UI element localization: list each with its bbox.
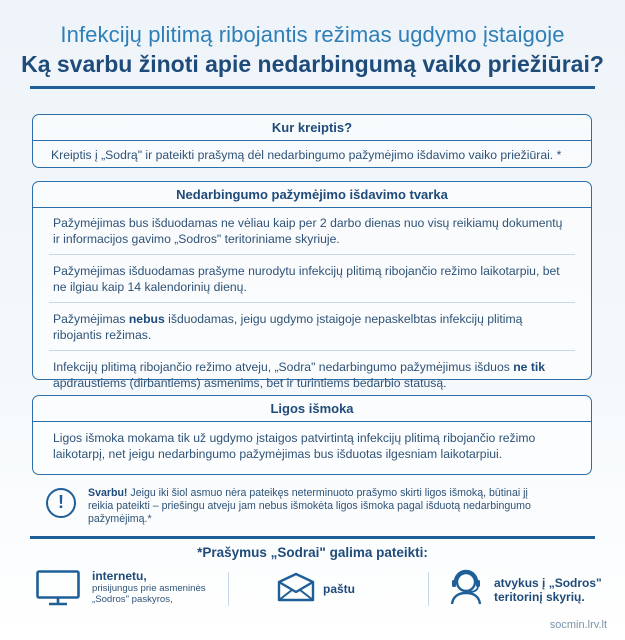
procedure-paragraph-3 [33,303,591,343]
title-line-1: Infekcijų plitimą ribojantis režimas ugdymo įstaigoje [60,22,565,47]
where-to-apply-text: Kreiptis į „Sodrą" ir pateikti prašymą dėl nedarbingumo pažymėjimo išdavimo vaiko priežiūrai. * [51,148,562,162]
online-sub-1: prisijungus prie asmeninės [92,583,206,594]
mail-label: paštu [323,582,356,596]
p4-text-b: apdraustiems (dirbantiems) asmenims, bet ir turintiems bedarbio statusą. [53,376,447,390]
title-divider [30,86,595,89]
title-line-2: Ką svarbu žinoti apie nedarbingumą vaiko priežiūrai? [21,51,604,77]
computer-monitor-icon [36,570,80,606]
customer-service-icon [449,568,483,606]
procedure-box [32,181,592,390]
online-label: internetu, [92,569,147,583]
footer-url: socmin.lrv.lt [549,619,607,631]
option-separator-2 [428,572,429,606]
submit-methods-title: *Prašymus „Sodrai" galima pateikti: [197,545,428,560]
visit-label-2: teritorinį skyrių. [494,590,585,604]
benefit-text: Ligos išmoka mokama tik už ugdymo įstaigos patvirtintą infekcijų plitimą ribojančio režimo laikotarpį, net jeigu nedarbingumo pažymėjimas bus išduotas ilgesniam laikotarpiui. [53,431,536,461]
p4-bold: ne tik [513,360,546,374]
procedure-paragraph-2: Pažymėjimas išduodamas prašyme nurodytu infekcijų plitimą ribojančio režimo laikotarpiu, bet ne ilgiau kaip 14 kalendorinių dienų. [53,264,560,294]
exclamation-icon: ! [46,488,76,518]
bottom-divider [30,536,595,539]
p3-bold: nebus [128,312,165,326]
p4-text-a: Infekcijų plitimą ribojančio režimo atveju, „Sodra" nedarbingumo pažymėjimus išduos [53,360,514,374]
notice-bold: Svarbu! [88,487,128,499]
where-to-apply-box [32,114,592,168]
online-sub-2: „Sodros" paskyros, [92,594,173,605]
notice-text: Jeigu iki šiol asmuo nėra pateikęs neterminuoto prašymo skirti ligos išmoką, būtinai jį reikia pateikti – priešingu atveju jam nebus išmokėta ligos išmoka pagal išduotą nedarbingumo pažymėjimą.* [88,487,531,525]
option-separator-1 [228,572,229,606]
envelope-icon [277,572,315,602]
where-to-apply-title: Kur kreiptis? [33,115,591,141]
benefit-box [32,395,592,475]
p3-text-a: Pažymėjimas [53,312,129,326]
benefit-title: Ligos išmoka [33,396,591,422]
important-notice [88,487,548,526]
procedure-paragraph-1: Pažymėjimas bus išduodamas ne vėliau kaip per 2 darbo dienas nuo visų reikiamų dokumentų ir informacijos gavimo „Sodros" teritoriniame skyriuje. [53,216,563,246]
visit-label-1: atvykus į „Sodros" [494,576,602,590]
procedure-paragraph-4 [33,351,591,391]
p3-text-b: išduodamas, jeigu ugdymo įstaigoje nepaskelbtas infekcijų plitimą ribojantis režimas. [53,312,523,342]
procedure-title: Nedarbingumo pažymėjimo išdavimo tvarka [33,182,591,208]
